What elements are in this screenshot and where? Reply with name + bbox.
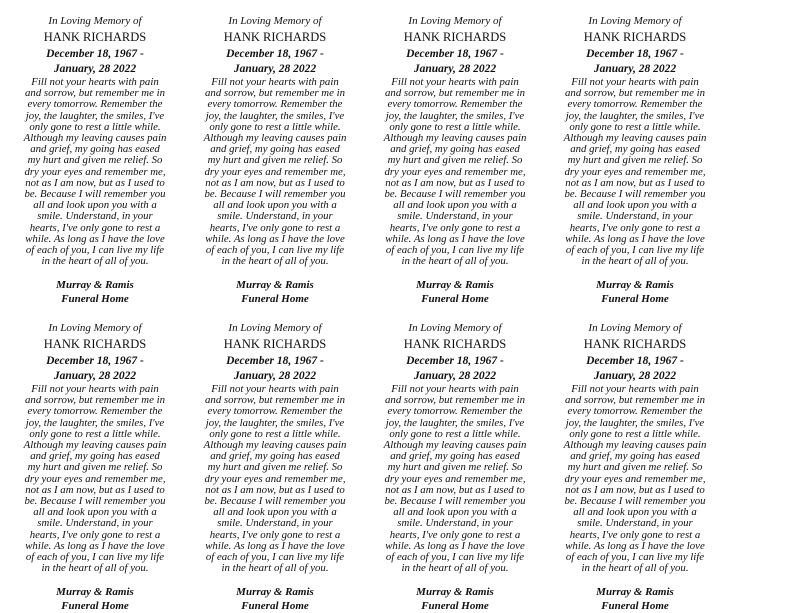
deceased-name: HANK RICHARDS	[223, 30, 327, 44]
poem-line: dry your eyes and remember me,	[24, 165, 166, 178]
funeral-home-line: Murray & Ramis	[56, 586, 134, 599]
poem-line: Fill not your hearts with pain	[31, 383, 159, 395]
memorial-poem	[542, 384, 728, 574]
poem-line: and sorrow, but remember me in	[25, 87, 165, 100]
poem-line: Although my leaving causes pain	[23, 132, 167, 145]
poem-line: of each of you, I can live my life	[385, 551, 525, 564]
funeral-home	[182, 278, 368, 306]
poem-line: my hurt and given me relief. So	[207, 154, 343, 167]
poem-line: Fill not your hearts with pain	[571, 76, 699, 88]
poem-line: while. As long as I have the love	[25, 539, 165, 552]
funeral-home-line: Funeral Home	[61, 600, 129, 613]
poem-line: not as I am now, but as I used to	[205, 176, 345, 189]
poem-line: not as I am now, but as I used to	[25, 483, 165, 496]
funeral-home-line: Murray & Ramis	[596, 586, 674, 599]
date-line: December 18, 1967 -	[46, 48, 144, 60]
deceased-name: HANK RICHARDS	[43, 30, 147, 44]
poem-line: Fill not your hearts with pain	[571, 383, 699, 395]
memorial-card	[362, 15, 548, 306]
poem-line: be. Because I will remember you	[204, 495, 346, 508]
poem-line: smile. Understand, in your	[217, 517, 333, 530]
poem-line: my hurt and given me relief. So	[27, 154, 163, 167]
poem-line: joy, the laughter, the smiles, I've	[565, 416, 705, 429]
funeral-home	[542, 278, 728, 306]
poem-line: joy, the laughter, the smiles, I've	[385, 416, 525, 429]
card-intro: In Loving Memory of	[408, 322, 502, 334]
poem-line: all and look upon you with a	[393, 506, 517, 519]
poem-line: and sorrow, but remember me in	[385, 87, 525, 100]
poem-line: my hurt and given me relief. So	[567, 154, 703, 167]
poem-line: dry your eyes and remember me,	[564, 165, 706, 178]
memorial-poem	[182, 384, 368, 574]
date-line: December 18, 1967 -	[406, 355, 504, 367]
funeral-home	[182, 585, 368, 613]
card-intro: In Loving Memory of	[228, 322, 322, 334]
poem-line: of each of you, I can live my life	[565, 244, 705, 257]
poem-line: only gone to rest a little while.	[389, 427, 521, 440]
poem-line: only gone to rest a little while.	[569, 427, 701, 440]
funeral-home-line: Murray & Ramis	[596, 279, 674, 292]
poem-line: not as I am now, but as I used to	[205, 483, 345, 496]
poem-line: Fill not your hearts with pain	[391, 383, 519, 395]
card-intro: In Loving Memory of	[48, 322, 142, 334]
poem-line: and grief, my going has eased	[210, 450, 340, 463]
poem-line: in the heart of all of you.	[401, 562, 509, 575]
poem-line: and grief, my going has eased	[390, 143, 520, 156]
life-dates	[542, 47, 728, 77]
poem-line: and grief, my going has eased	[30, 450, 160, 463]
funeral-home-line: Funeral Home	[421, 293, 489, 306]
memorial-card	[2, 322, 188, 613]
poem-line: every tomorrow. Remember the	[387, 405, 523, 418]
deceased-name: HANK RICHARDS	[583, 30, 687, 44]
poem-line: hearts, I've only gone to rest a	[569, 221, 701, 234]
poem-line: be. Because I will remember you	[384, 188, 526, 201]
poem-line: while. As long as I have the love	[565, 232, 705, 245]
poem-line: only gone to rest a little while.	[29, 427, 161, 440]
poem-line: Fill not your hearts with pain	[391, 76, 519, 88]
poem-line: in the heart of all of you.	[581, 255, 689, 268]
life-dates	[182, 47, 368, 77]
poem-line: be. Because I will remember you	[384, 495, 526, 508]
poem-line: only gone to rest a little while.	[209, 120, 341, 133]
poem-line: Although my leaving causes pain	[563, 132, 707, 145]
poem-line: joy, the laughter, the smiles, I've	[565, 109, 705, 122]
poem-line: be. Because I will remember you	[564, 188, 706, 201]
memorial-poem	[182, 77, 368, 267]
poem-line: Fill not your hearts with pain	[31, 76, 159, 88]
poem-line: only gone to rest a little while.	[209, 427, 341, 440]
memorial-card	[362, 322, 548, 613]
poem-line: and grief, my going has eased	[30, 143, 160, 156]
poem-line: only gone to rest a little while.	[29, 120, 161, 133]
date-line: January, 28 2022	[593, 63, 677, 75]
poem-line: smile. Understand, in your	[37, 210, 153, 223]
poem-line: of each of you, I can live my life	[205, 551, 345, 564]
funeral-home	[362, 278, 548, 306]
poem-line: hearts, I've only gone to rest a	[389, 221, 521, 234]
poem-line: in the heart of all of you.	[221, 562, 329, 575]
poem-line: of each of you, I can live my life	[565, 551, 705, 564]
poem-line: while. As long as I have the love	[385, 539, 525, 552]
poem-line: and sorrow, but remember me in	[205, 87, 345, 100]
poem-line: and sorrow, but remember me in	[565, 394, 705, 407]
poem-line: smile. Understand, in your	[577, 210, 693, 223]
poem-line: every tomorrow. Remember the	[207, 405, 343, 418]
poem-line: every tomorrow. Remember the	[567, 405, 703, 418]
poem-line: and grief, my going has eased	[570, 143, 700, 156]
poem-line: in the heart of all of you.	[41, 255, 149, 268]
poem-line: joy, the laughter, the smiles, I've	[25, 416, 165, 429]
date-line: December 18, 1967 -	[46, 355, 144, 367]
poem-line: my hurt and given me relief. So	[207, 461, 343, 474]
deceased-name: HANK RICHARDS	[583, 337, 687, 351]
poem-line: hearts, I've only gone to rest a	[569, 528, 701, 541]
funeral-home	[542, 585, 728, 613]
poem-line: and sorrow, but remember me in	[565, 87, 705, 100]
poem-line: joy, the laughter, the smiles, I've	[25, 109, 165, 122]
funeral-home-line: Funeral Home	[241, 293, 309, 306]
poem-line: all and look upon you with a	[33, 506, 157, 519]
life-dates	[542, 354, 728, 384]
poem-line: all and look upon you with a	[33, 199, 157, 212]
date-line: January, 28 2022	[233, 63, 317, 75]
poem-line: hearts, I've only gone to rest a	[389, 528, 521, 541]
date-line: December 18, 1967 -	[406, 48, 504, 60]
poem-line: all and look upon you with a	[213, 199, 337, 212]
funeral-home	[2, 278, 188, 306]
funeral-home	[362, 585, 548, 613]
poem-line: Fill not your hearts with pain	[211, 383, 339, 395]
poem-line: only gone to rest a little while.	[569, 120, 701, 133]
poem-line: in the heart of all of you.	[41, 562, 149, 575]
poem-line: dry your eyes and remember me,	[24, 472, 166, 485]
poem-line: dry your eyes and remember me,	[384, 165, 526, 178]
poem-line: be. Because I will remember you	[564, 495, 706, 508]
deceased-name: HANK RICHARDS	[403, 337, 507, 351]
poem-line: every tomorrow. Remember the	[27, 98, 163, 111]
poem-line: hearts, I've only gone to rest a	[209, 221, 341, 234]
deceased-name: HANK RICHARDS	[403, 30, 507, 44]
poem-line: and sorrow, but remember me in	[385, 394, 525, 407]
poem-line: dry your eyes and remember me,	[204, 165, 346, 178]
funeral-home-line: Murray & Ramis	[416, 279, 494, 292]
funeral-home-line: Murray & Ramis	[56, 279, 134, 292]
poem-line: my hurt and given me relief. So	[387, 461, 523, 474]
poem-line: joy, the laughter, the smiles, I've	[205, 416, 345, 429]
date-line: December 18, 1967 -	[226, 48, 324, 60]
poem-line: Although my leaving causes pain	[383, 132, 527, 145]
poem-line: in the heart of all of you.	[221, 255, 329, 268]
poem-line: in the heart of all of you.	[581, 562, 689, 575]
funeral-home-line: Funeral Home	[241, 600, 309, 613]
memorial-poem	[542, 77, 728, 267]
poem-line: hearts, I've only gone to rest a	[209, 528, 341, 541]
poem-line: not as I am now, but as I used to	[25, 176, 165, 189]
poem-line: of each of you, I can live my life	[25, 244, 165, 257]
date-line: January, 28 2022	[413, 63, 497, 75]
poem-line: be. Because I will remember you	[24, 188, 166, 201]
poem-line: Although my leaving causes pain	[383, 439, 527, 452]
life-dates	[362, 354, 548, 384]
poem-line: not as I am now, but as I used to	[565, 176, 705, 189]
life-dates	[182, 354, 368, 384]
poem-line: hearts, I've only gone to rest a	[29, 528, 161, 541]
memorial-poem	[362, 77, 548, 267]
poem-line: dry your eyes and remember me,	[564, 472, 706, 485]
card-intro: In Loving Memory of	[408, 15, 502, 27]
date-line: January, 28 2022	[233, 370, 317, 382]
poem-line: smile. Understand, in your	[37, 517, 153, 530]
funeral-home-line: Funeral Home	[61, 293, 129, 306]
poem-line: while. As long as I have the love	[205, 539, 345, 552]
poem-line: all and look upon you with a	[573, 506, 697, 519]
poem-line: joy, the laughter, the smiles, I've	[205, 109, 345, 122]
poem-line: hearts, I've only gone to rest a	[29, 221, 161, 234]
funeral-home-line: Funeral Home	[601, 600, 669, 613]
poem-line: Although my leaving causes pain	[563, 439, 707, 452]
poem-line: dry your eyes and remember me,	[384, 472, 526, 485]
poem-line: every tomorrow. Remember the	[567, 98, 703, 111]
card-intro: In Loving Memory of	[228, 15, 322, 27]
funeral-home-line: Murray & Ramis	[236, 279, 314, 292]
funeral-home	[2, 585, 188, 613]
date-line: January, 28 2022	[53, 63, 137, 75]
memorial-card	[542, 15, 728, 306]
poem-line: and grief, my going has eased	[570, 450, 700, 463]
poem-line: Although my leaving causes pain	[203, 132, 347, 145]
poem-line: be. Because I will remember you	[204, 188, 346, 201]
life-dates	[2, 47, 188, 77]
memorial-card	[2, 15, 188, 306]
funeral-home-line: Murray & Ramis	[236, 586, 314, 599]
poem-line: all and look upon you with a	[213, 506, 337, 519]
poem-line: and sorrow, but remember me in	[205, 394, 345, 407]
poem-line: smile. Understand, in your	[397, 517, 513, 530]
poem-line: in the heart of all of you.	[401, 255, 509, 268]
poem-line: while. As long as I have the love	[205, 232, 345, 245]
poem-line: smile. Understand, in your	[577, 517, 693, 530]
poem-line: smile. Understand, in your	[217, 210, 333, 223]
poem-line: all and look upon you with a	[573, 199, 697, 212]
life-dates	[362, 47, 548, 77]
poem-line: and grief, my going has eased	[210, 143, 340, 156]
memorial-poem	[2, 77, 188, 267]
poem-line: smile. Understand, in your	[397, 210, 513, 223]
poem-line: my hurt and given me relief. So	[27, 461, 163, 474]
poem-line: all and look upon you with a	[393, 199, 517, 212]
funeral-home-line: Funeral Home	[421, 600, 489, 613]
poem-line: not as I am now, but as I used to	[385, 483, 525, 496]
card-intro: In Loving Memory of	[48, 15, 142, 27]
deceased-name: HANK RICHARDS	[223, 337, 327, 351]
card-intro: In Loving Memory of	[588, 322, 682, 334]
memorial-poem	[2, 384, 188, 574]
poem-line: while. As long as I have the love	[565, 539, 705, 552]
poem-line: Fill not your hearts with pain	[211, 76, 339, 88]
date-line: December 18, 1967 -	[586, 48, 684, 60]
poem-line: every tomorrow. Remember the	[27, 405, 163, 418]
poem-line: not as I am now, but as I used to	[565, 483, 705, 496]
memorial-poem	[362, 384, 548, 574]
card-intro: In Loving Memory of	[588, 15, 682, 27]
poem-line: every tomorrow. Remember the	[207, 98, 343, 111]
funeral-home-line: Murray & Ramis	[416, 586, 494, 599]
life-dates	[2, 354, 188, 384]
poem-line: be. Because I will remember you	[24, 495, 166, 508]
poem-line: of each of you, I can live my life	[385, 244, 525, 257]
poem-line: while. As long as I have the love	[25, 232, 165, 245]
poem-line: my hurt and given me relief. So	[567, 461, 703, 474]
deceased-name: HANK RICHARDS	[43, 337, 147, 351]
memorial-card	[182, 322, 368, 613]
funeral-home-line: Funeral Home	[601, 293, 669, 306]
poem-line: only gone to rest a little while.	[389, 120, 521, 133]
date-line: January, 28 2022	[593, 370, 677, 382]
poem-line: dry your eyes and remember me,	[204, 472, 346, 485]
date-line: December 18, 1967 -	[226, 355, 324, 367]
poem-line: every tomorrow. Remember the	[387, 98, 523, 111]
poem-line: my hurt and given me relief. So	[387, 154, 523, 167]
poem-line: Although my leaving causes pain	[23, 439, 167, 452]
date-line: January, 28 2022	[413, 370, 497, 382]
poem-line: Although my leaving causes pain	[203, 439, 347, 452]
poem-line: of each of you, I can live my life	[205, 244, 345, 257]
poem-line: and grief, my going has eased	[390, 450, 520, 463]
poem-line: not as I am now, but as I used to	[385, 176, 525, 189]
poem-line: joy, the laughter, the smiles, I've	[385, 109, 525, 122]
memorial-card	[182, 15, 368, 306]
poem-line: of each of you, I can live my life	[25, 551, 165, 564]
poem-line: while. As long as I have the love	[385, 232, 525, 245]
poem-line: and sorrow, but remember me in	[25, 394, 165, 407]
date-line: January, 28 2022	[53, 370, 137, 382]
date-line: December 18, 1967 -	[586, 355, 684, 367]
memorial-card	[542, 322, 728, 613]
